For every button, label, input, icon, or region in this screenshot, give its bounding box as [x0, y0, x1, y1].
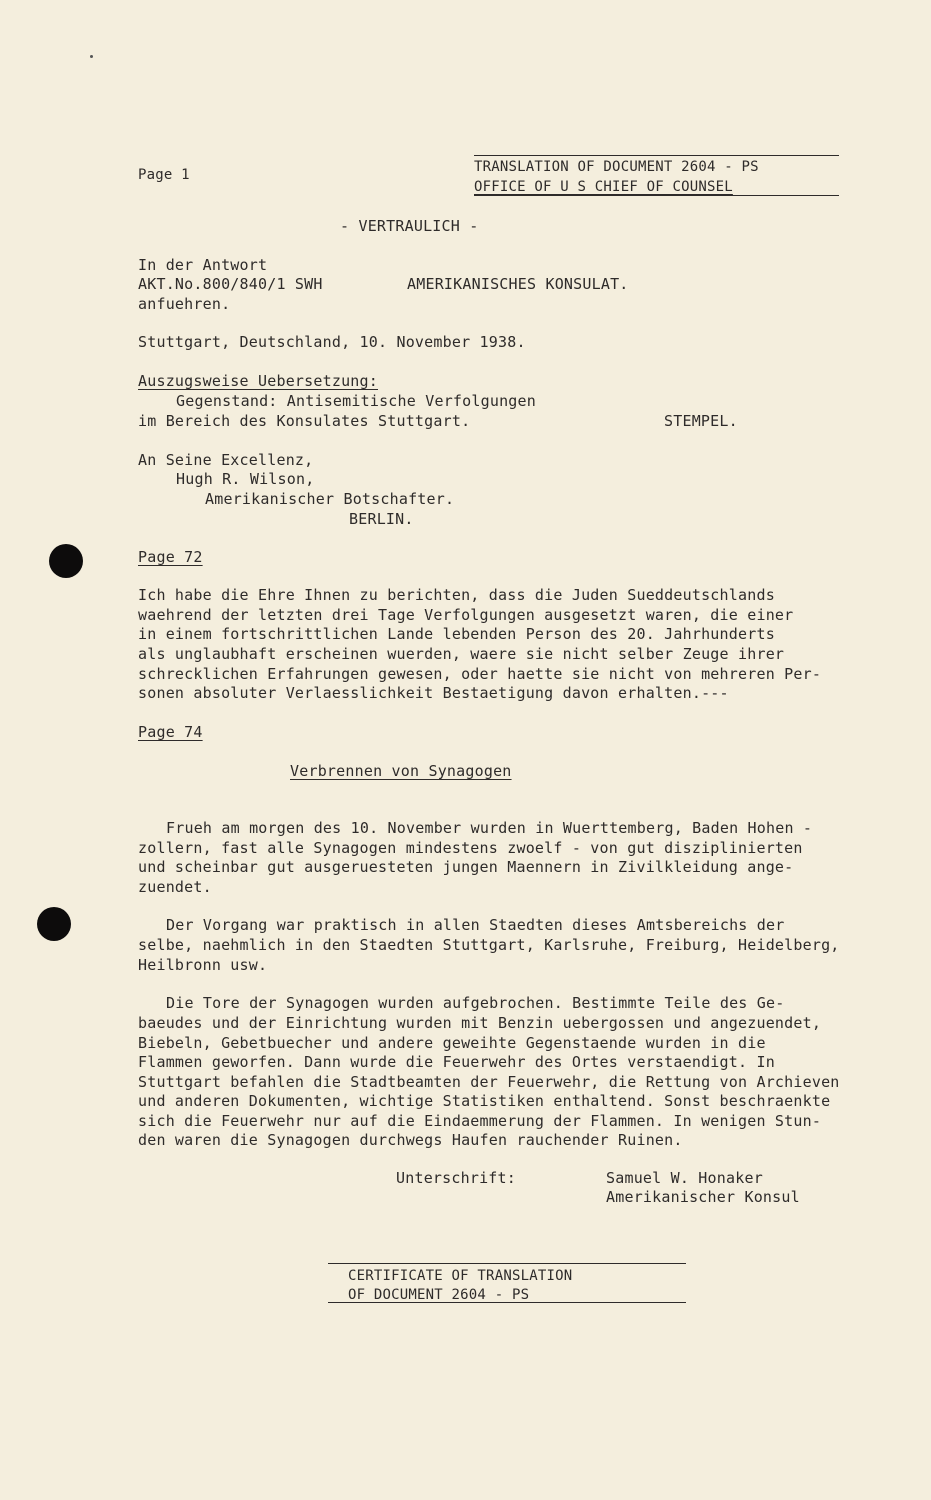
addressee-line-2: Hugh R. Wilson,: [176, 470, 315, 488]
header-rule-top: [474, 155, 839, 156]
excerpt-heading: Auszugsweise Uebersetzung:: [138, 372, 378, 390]
signatory-title: Amerikanischer Konsul: [606, 1188, 800, 1206]
paragraph-3-line: baeudes und der Einrichtung wurden mit Benzin uebergossen und angezuendet,: [138, 1014, 822, 1032]
confidential-heading: - VERTRAULICH -: [340, 217, 479, 235]
signatory-name: Samuel W. Honaker: [606, 1169, 763, 1187]
header-rule-bottom: [474, 195, 839, 196]
subject-line-2: im Bereich des Konsulates Stuttgart.: [138, 412, 471, 430]
stamp-label: STEMPEL.: [664, 412, 738, 430]
page-72-line: Ich habe die Ehre Ihnen zu berichten, dass die Juden Sueddeutschlands: [138, 586, 775, 604]
office-line: OFFICE OF U S CHIEF OF COUNSEL: [474, 179, 733, 195]
paragraph-3-line: den waren die Synagogen durchwegs Haufen rauchender Ruinen.: [138, 1131, 683, 1149]
reference-line-1: In der Antwort: [138, 256, 268, 274]
paragraph-3-line: Biebeln, Gebetbuecher und andere geweihte Gegenstaende wurden in die: [138, 1034, 766, 1052]
reference-line-3: anfuehren.: [138, 295, 231, 313]
paragraph-1-line: zollern, fast alle Synagogen mindestens zwoelf - von gut disziplinierten: [138, 839, 803, 857]
place-date: Stuttgart, Deutschland, 10. November 1938.: [138, 333, 526, 351]
paragraph-2-line: Heilbronn usw.: [138, 956, 268, 974]
page-72-line: waehrend der letzten drei Tage Verfolgungen ausgesetzt waren, die einer: [138, 606, 794, 624]
subject-line-1: Gegenstand: Antisemitische Verfolgungen: [176, 392, 536, 410]
page-72-line: in einem fortschrittlichen Lande lebenden Person des 20. Jahrhunderts: [138, 625, 775, 643]
reference-line-2: AKT.No.800/840/1 SWH: [138, 275, 323, 293]
certificate-line-1: CERTIFICATE OF TRANSLATION: [348, 1268, 573, 1284]
paragraph-3-line: Stuttgart befahlen die Stadtbeamten der Feuerwehr, die Rettung von Archieven: [138, 1073, 840, 1091]
translation-line: TRANSLATION OF DOCUMENT 2604 - PS: [474, 159, 759, 175]
certificate-rule-bottom: [328, 1302, 686, 1303]
page-72-line: schrecklichen Erfahrungen gewesen, oder haette sie nicht von mehreren Per-: [138, 665, 822, 683]
certificate-rule-top: [328, 1263, 686, 1264]
paragraph-1-line: zuendet.: [138, 878, 212, 896]
page-74-label: Page 74: [138, 723, 203, 741]
speck: [90, 55, 93, 58]
paragraph-3-line: Die Tore der Synagogen wurden aufgebrochen. Bestimmte Teile des Ge-: [166, 994, 785, 1012]
addressee-line-1: An Seine Excellenz,: [138, 451, 314, 469]
paragraph-1-line: Frueh am morgen des 10. November wurden in Wuerttemberg, Baden Hohen -: [166, 819, 813, 837]
section-title: Verbrennen von Synagogen: [290, 762, 512, 780]
paragraph-3-line: und anderen Dokumenten, wichtige Statistiken enthaltend. Sonst beschraenkte: [138, 1092, 831, 1110]
paragraph-1-line: und scheinbar gut ausgeruesteten jungen Maennern in Zivilkleidung ange-: [138, 858, 794, 876]
page-72-line: als unglaubhaft erscheinen wuerden, waere sie nicht selber Zeuge ihrer: [138, 645, 785, 663]
paragraph-2-line: Der Vorgang war praktisch in allen Staedten dieses Amtsbereichs der: [166, 916, 785, 934]
consulate-name: AMERIKANISCHES KONSULAT.: [407, 275, 629, 293]
signature-label: Unterschrift:: [396, 1169, 516, 1187]
paragraph-3-line: Flammen geworfen. Dann wurde die Feuerwehr des Ortes verstaendigt. In: [138, 1053, 775, 1071]
paragraph-3-line: sich die Feuerwehr nur auf die Eindaemmerung der Flammen. In wenigen Stun-: [138, 1112, 822, 1130]
certificate-line-2: OF DOCUMENT 2604 - PS: [348, 1287, 530, 1303]
page-72-line: sonen absoluter Verlaesslichkeit Bestaetigung davon erhalten.---: [138, 684, 729, 702]
addressee-line-4: BERLIN.: [349, 510, 414, 528]
page-label: Page 1: [138, 167, 190, 183]
page-72-label: Page 72: [138, 548, 203, 566]
paragraph-2-line: selbe, naehmlich in den Staedten Stuttgart, Karlsruhe, Freiburg, Heidelberg,: [138, 936, 840, 954]
punch-hole-top: [49, 544, 83, 578]
punch-hole-bottom: [37, 907, 71, 941]
addressee-line-3: Amerikanischer Botschafter.: [205, 490, 455, 508]
